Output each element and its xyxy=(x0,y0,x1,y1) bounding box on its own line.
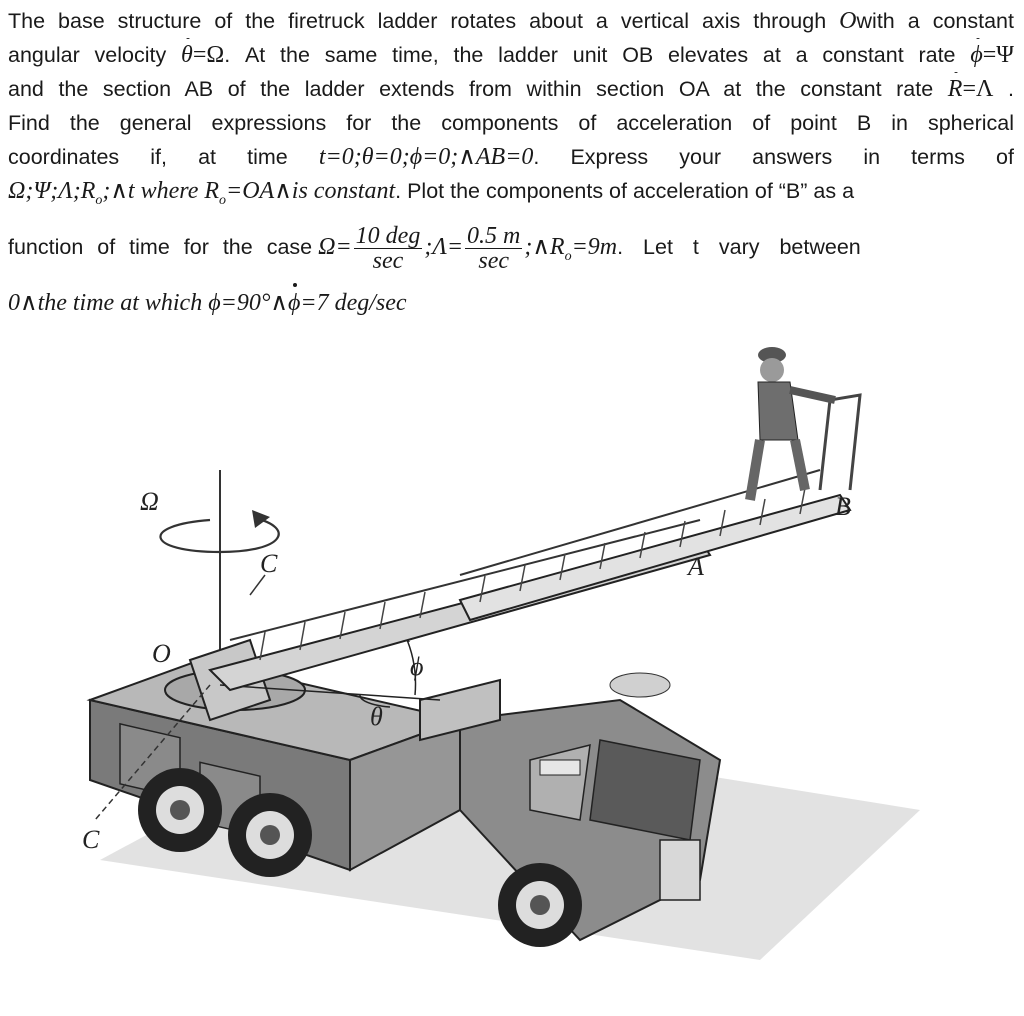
problem-line-3: and the section AB of the ladder extends from within section OA at the constant rate R=Λ . xyxy=(8,72,1014,106)
lambda-fraction: $\frac{0.5 m}{\sec}$ xyxy=(467,222,521,274)
label-theta: θ xyxy=(370,702,383,731)
cab-grille xyxy=(660,840,700,900)
phi-dot: ϕ xyxy=(970,38,982,72)
problem-statement xyxy=(8,4,1014,320)
label-omega: Ω xyxy=(140,487,159,516)
problem-line-1: The base structure of the firetruck ladder rotates about a vertical axis through Owith a constant xyxy=(8,8,1014,34)
omega-fraction: $\frac{\text{10 deg}}{\sec}$ xyxy=(355,222,421,274)
label-b: B xyxy=(835,492,851,521)
problem-line-4: Find the general expressions for the components of acceleration of point B in spherical xyxy=(8,111,1014,135)
beacon-light xyxy=(610,673,670,697)
label-o: O xyxy=(152,639,171,668)
r-dot: R xyxy=(948,72,963,106)
label-c-bottom: C xyxy=(82,825,100,854)
rotation-arrowhead xyxy=(252,510,270,528)
label-phi: ϕ xyxy=(410,652,424,681)
light-bar xyxy=(540,760,580,775)
problem-line-7: function of time for the case Ω= $\frac{\text{10 deg}}{\sec}$ ;Λ= $\frac{0.5 m}{\sec}$ $;\wedge R_o=9m$. Let t vary between xyxy=(8,222,861,274)
label-a: A xyxy=(688,552,704,581)
label-c-top: C xyxy=(260,549,278,578)
firetruck-figure xyxy=(60,340,960,1000)
platform-rail xyxy=(820,395,860,490)
wheel-rear-1 xyxy=(138,768,222,852)
phi-dot-2: ϕ xyxy=(288,286,300,320)
wheel-front xyxy=(498,863,582,947)
problem-line-2: angular velocity θ=Ω. At the same time, the ladder unit OB elevates at a constant rate ϕ=Ψ xyxy=(8,38,1014,72)
problem-line-5: coordinates if, at time t=0;θ=0;ϕ=0;∧AB=0. Express your answers in terms of xyxy=(8,144,1014,170)
firetruck-illustration xyxy=(60,340,960,1000)
problem-line-6: $\Omega;\Psi;\Lambda;R_o;\wedge t$ where $R_o=OA\wedge is$ constant. Plot the components of acceleration of “B” as a xyxy=(8,178,855,208)
theta-dot: θ xyxy=(181,38,193,72)
wheel-rear-2 xyxy=(228,793,312,877)
problem-line-8: 0∧the time at which ϕ=90°∧ϕ=7 deg/sec xyxy=(8,286,1014,320)
c-top-leader xyxy=(250,575,265,595)
